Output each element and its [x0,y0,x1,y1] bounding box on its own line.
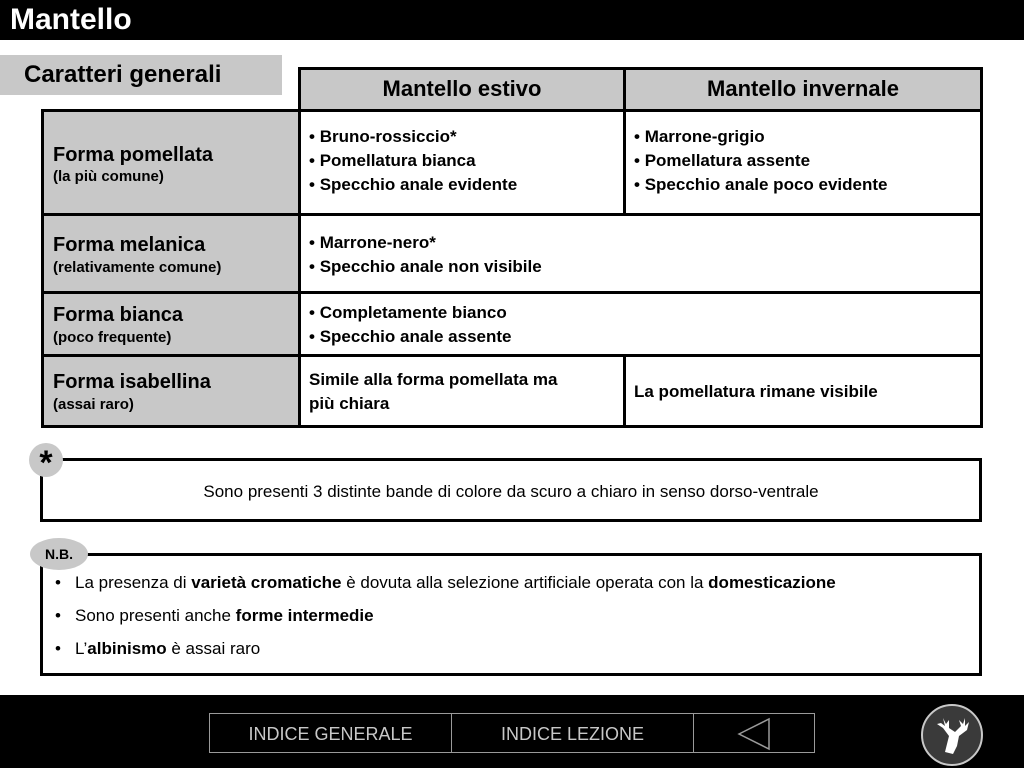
index-lesson-label: INDICE LEZIONE [500,724,645,744]
footnote-box [40,458,982,522]
cell-isabellina-winter [623,354,983,428]
cell-melanica [298,213,983,294]
row-header-bianca [41,291,301,357]
section-label [0,55,282,95]
deer-silhouette [923,706,981,764]
row-header-isabellina [41,354,301,428]
deer-logo-icon[interactable] [921,704,983,766]
list-item: • Completamente bianco [309,303,507,322]
list-item: • Specchio anale evidente [309,175,518,194]
back-button[interactable] [693,713,815,753]
cell-pomellata-winter [623,109,983,216]
title-bar [0,0,1024,40]
nb-item: • L’albinismo è assai raro [55,639,261,658]
nb-item: • La presenza di varietà cromatiche è dovuta alla selezione artificiale operata con la domesticazione [55,573,836,592]
column-header-winter [623,67,983,112]
page-title: Mantello [10,3,132,36]
cell-pomellata-summer [298,109,626,216]
list-item: • Pomellatura bianca [309,151,476,170]
bullet: • [55,639,61,658]
index-lesson-button[interactable] [451,713,694,753]
footnote-marker-label: * [39,444,53,482]
nb-marker [30,538,88,570]
list-item: • Marrone-nero* [309,233,436,252]
cell-bianca [298,291,983,357]
footnote-text: Sono presenti 3 distinte bande di colore da scuro a chiaro in senso dorso-ventrale [203,482,819,501]
index-general-button[interactable] [209,713,452,753]
row-header-melanica [41,213,301,294]
column-header-winter-label: Mantello invernale [707,76,899,101]
list-item: • Bruno-rossiccio* [309,127,457,146]
cell-text-line: più chiara [309,394,390,413]
column-header-summer-label: Mantello estivo [382,76,542,101]
row-name: Forma melanica [53,234,206,256]
row-note: (poco frequente) [53,329,172,346]
bullet: • [55,606,61,625]
column-header-summer [298,67,626,112]
bullet: • [55,573,61,592]
row-note: (assai raro) [53,396,134,413]
nb-marker-label: N.B. [45,546,73,562]
cell-isabellina-summer [298,354,626,428]
row-name: Forma pomellata [53,144,214,166]
row-name: Forma isabellina [53,371,211,393]
list-item: • Specchio anale non visibile [309,257,542,276]
cell-text-line: Simile alla forma pomellata ma [309,370,558,389]
row-header-pomellata [41,109,301,216]
row-name: Forma bianca [53,304,184,326]
row-note: (la più comune) [53,168,164,185]
nb-box [40,553,982,676]
cell-text-line: La pomellatura rimane visibile [634,382,878,401]
section-title: Caratteri generali [24,61,222,88]
list-item: • Specchio anale assente [309,327,512,346]
back-arrow-icon [694,714,816,754]
list-item: • Specchio anale poco evidente [634,175,888,194]
list-item: • Marrone-grigio [634,127,765,146]
index-general-label: INDICE GENERALE [248,724,413,744]
list-item: • Pomellatura assente [634,151,811,170]
nb-item: • Sono presenti anche forme intermedie [55,606,374,625]
footnote-marker [29,443,63,482]
row-note: (relativamente comune) [53,259,222,276]
